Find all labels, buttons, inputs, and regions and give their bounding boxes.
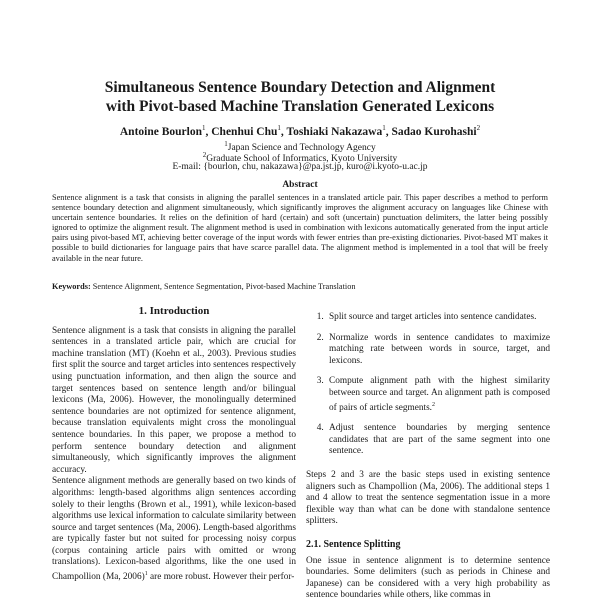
right-column <box>306 300 550 602</box>
keywords <box>52 282 548 291</box>
sentence-splitting-paragraph: One issue in sentence alignment is to determine sentence boundaries. Some delimiters (such as periods in Chinese and Japanese) can be considered with a very high probability as sentence boundaries while others, like commas in <box>306 555 550 601</box>
author-name: Sadao Kurohashi <box>391 125 477 138</box>
method-step <box>326 376 550 414</box>
author-name: Antoine Bourlon <box>119 125 202 138</box>
author-affiliation-mark: 1 <box>277 124 281 132</box>
author-affiliation-mark: 2 <box>476 124 481 132</box>
method-step: 4. Adjust sentence boundaries by merging sentence candidates that are part of the same segment into one sentence. <box>326 423 550 458</box>
affiliation-text: Graduate School of Informatics, Kyoto University <box>206 154 398 165</box>
method-step-text: Compute alignment path with the highest similarity between source and target. An alignment path is composed of pairs of article segments. <box>329 376 550 413</box>
affiliation-mark: 2 <box>202 151 207 159</box>
abstract-text: Sentence alignment is a task that consists in aligning the parallel sentences in a translated article pair. This paper describes a method to perform sentence boundary detection and alignment simultaneously, which significantly improves the alignment accuracy on languages like Chinese with uncertain sentence boundaries. It relies on the definition of hard (certain) and soft (uncertain) punctuation delimiters, the latter being possibly ignored to optimize the alignment result. The alignment method is used in combination with lexicons automatically generated from the input article pairs using pivot-based MT, achieving better coverage of the input words with fewer entries than pre-existing dictionaries. Pivot-based MT makes it possible to build dictionaries for language pairs that have scarce parallel data. The alignment method is implemented in a tool that will be freely available in the near future. <box>52 193 548 263</box>
section-heading-introduction: 1. Introduction <box>138 305 210 317</box>
keywords-text: Sentence Alignment, Sentence Segmentation, Pivot-based Machine Translation <box>92 282 356 291</box>
intro-paragraph-1: Sentence alignment is a task that consists in aligning the parallel sentences in a translated article pair, which are crucial for machine translation (MT) (Koehn et al., 2003). Previous studies first split the source and target articles into sentences respectively using punctuation information, and then align the source and target sentences based on sentence length and/or bilingual lexicons (Ma, 2006). However, the monolingually determined sentence boundaries are not optimized for sentence alignment, because translation equivalents might cross the monolingual sentence boundaries. In this paper, we propose a method to perform sentence boundary detection and alignment simultaneously, which significantly improves the alignment accuracy. <box>52 325 296 475</box>
paper-title-line-2: with Pivot-based Machine Translation Generated Lexicons <box>105 98 495 115</box>
author-affiliation-mark: 1 <box>202 124 206 132</box>
author-name: Toshiaki Nakazawa <box>286 125 383 138</box>
affiliation-mark: 1 <box>224 140 228 148</box>
affiliation-text: Japan Science and Technology Agency <box>227 143 376 154</box>
keywords-label: Keywords: <box>52 282 91 291</box>
footnote-mark: 2 <box>432 401 436 408</box>
abstract-heading: Abstract <box>282 180 318 190</box>
paper-title-line-1: Simultaneous Sentence Boundary Detection and Alignment <box>104 79 496 96</box>
author-name: Chenhui Chu <box>211 125 278 138</box>
author-email: E-mail: {bourlon, chu, nakazawa}@pa.jst.jp, kuro@i.kyoto-u.ac.jp <box>172 162 428 172</box>
left-column <box>52 300 296 584</box>
author-list: Antoine Bourlon$^1$, Chenhui Chu$^1$, Toshiaki Nakazawa$^1$, Sadao Kurohashi$^2$ <box>119 124 481 138</box>
method-steps-list <box>306 312 550 458</box>
intro-paragraph-2-tail: are more robust. However their perfor- <box>147 572 295 583</box>
subsection-heading-sentence-splitting: 2.1. Sentence Splitting <box>306 539 401 550</box>
footnote-mark: 1 <box>144 571 148 578</box>
intro-paragraph-2-text: Sentence alignment methods are generally based on two kinds of algorithms: length-based algorithms align sentences according solely to their lengths (Brown et al., 1991), while lexicon-based algorithms use lexical information to calculate similarity between source and target sentences (Ma, 2006). Length-based algorithms are typically faster but not suited for processing noisy corpus (corpus containing article pairs with omitted or wrong translations). Lexicon-based algorithms, like the one used in Champollion (Ma, 2006) <box>52 476 296 583</box>
author-affiliation-mark: 1 <box>382 124 386 132</box>
method-step: 1. Split source and target articles into sentence candidates. <box>326 312 550 324</box>
steps-paragraph: Steps 2 and 3 are the basic steps used in existing sentence aligners such as Champollion (Ma, 2006). The additional steps 1 and 4 allow to treat the sentence segmentation issue in a more flexible way than what can be done with standalone sentence splitters. <box>306 470 550 527</box>
intro-paragraph-2 <box>52 476 296 583</box>
method-step: 2. Normalize words in sentence candidates to maximize matching rate between words in source, target, and lexicons. <box>326 333 550 368</box>
